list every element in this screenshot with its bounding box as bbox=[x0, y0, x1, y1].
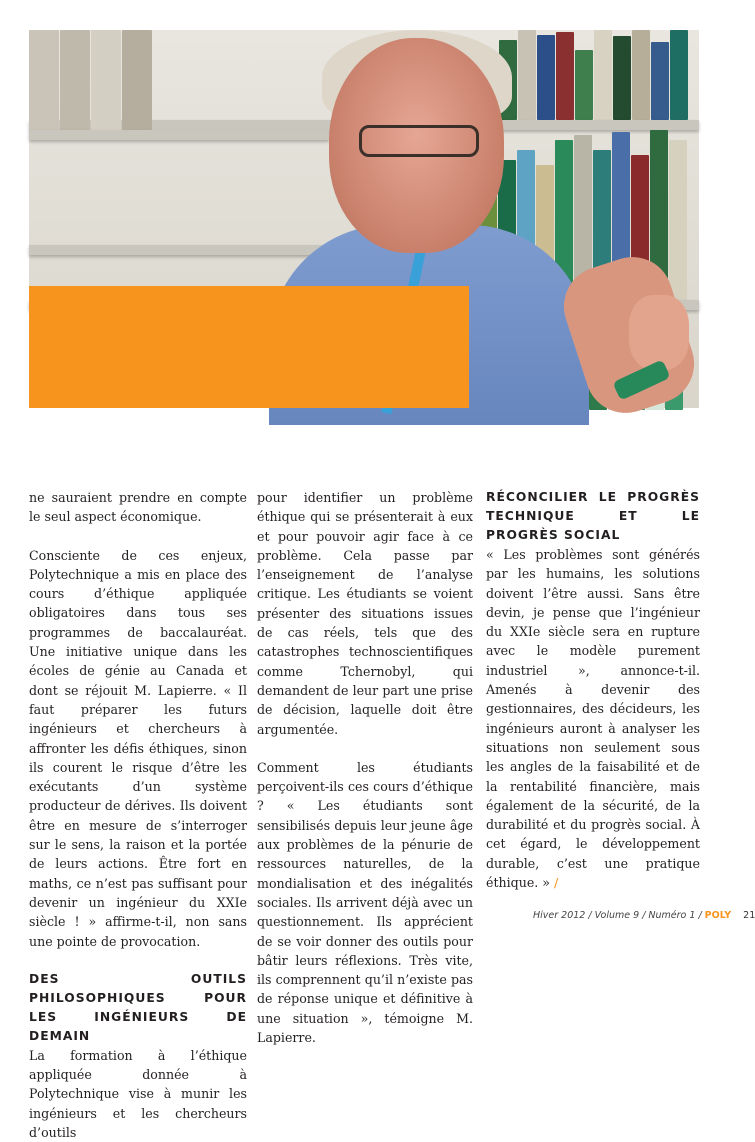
accent-block bbox=[29, 286, 469, 408]
bookshelf-top bbox=[499, 30, 688, 120]
bookshelf-left bbox=[29, 30, 152, 130]
section-heading: DES OUTILS PHILOSOPHIQUES POUR LES INGÉNIEURS DE DEMAIN bbox=[29, 971, 247, 1043]
paragraph: Comment les étudiants perçoivent-ils ces cours d’éthique ? « Les étudiants sont sensibilisés depuis leur jeune âge aux problèmes de la pénurie de ressources naturelles, de la mondialisation et des inégalités sociales. Ils arrivent déjà avec un questionnement. Ils apprécient de se voir donner des outils pour bâtir leurs réflexions. Très vite, ils comprennent qu’il n’existe pas de réponse unique et définitive à une situation », témoigne M. Lapierre. bbox=[257, 759, 473, 1046]
paragraph: ne sauraient prendre en compte le seul aspect économique. bbox=[29, 490, 247, 525]
paragraph bbox=[486, 545, 700, 892]
glasses-icon bbox=[359, 125, 479, 157]
text-column-3 bbox=[486, 488, 700, 892]
text-column-1 bbox=[29, 488, 247, 1142]
issue-info: Hiver 2012 / Volume 9 / Numéro 1 / bbox=[533, 910, 705, 921]
paragraph-text: « Les problèmes sont générés par les humains, les solutions doivent l’être aussi. Sans être devin, je pense que l’ingénieur du XXIe siècle sera en rupture avec le modèle purement industriel », annonce-t-il. Amenés à devenir des gestionnaires, des décideurs, les ingénieurs auront à analyser les situations non seulement sous les angles de la faisabilité et de la rentabilité financière, mais également de la sécurité, de la durabilité et du progrès social. À cet égard, le développement durable, c’est une pratique éthique. » bbox=[486, 547, 700, 891]
section-heading: RÉCONCILIER LE PROGRÈS TECHNIQUE ET LE PROGRÈS SOCIAL bbox=[486, 490, 700, 542]
paragraph: La formation à l’éthique appliquée donnée à Polytechnique vise à munir les ingénieurs et les chercheurs d’outils bbox=[29, 1047, 247, 1141]
text-column-2 bbox=[257, 488, 473, 1047]
brand-name: POLY bbox=[704, 910, 732, 921]
end-mark: / bbox=[554, 875, 559, 891]
paragraph: pour identifier un problème éthique qui se présenterait à eux et pour pouvoir agir face à ce problème. Cela passe par l’enseignement de l’analyse critique. Les étudiants se voient présenter des situations issues de cas réels, tels que des catastrophes technoscientifiques comme Tchernobyl, qui demandent de leur part une prise de décision, laquelle doit être argumentée. bbox=[257, 490, 473, 737]
paragraph: Consciente de ces enjeux, Polytechnique a mis en place des cours d’éthique appliquée obligatoires dans tous ses programmes de baccalauréat. Une initiative unique dans les écoles de génie au Canada et dont se réjouit M. Lapierre. « Il faut préparer les futurs ingénieurs et chercheurs à affronter les défis éthiques, sinon ils courent le risque d’être les exécutants d’un système producteur de dérives. Ils doivent être en mesure de s’interroger sur le sens, la raison et la portée de leurs actions. Être fort en maths, ce n’est pas suffisant pour devenir un ingénieur du XXIe siècle ! » affirme-t-il, non sans une pointe de provocation. bbox=[29, 547, 247, 949]
page-number: 21 bbox=[743, 910, 755, 921]
page-footer bbox=[533, 910, 755, 921]
